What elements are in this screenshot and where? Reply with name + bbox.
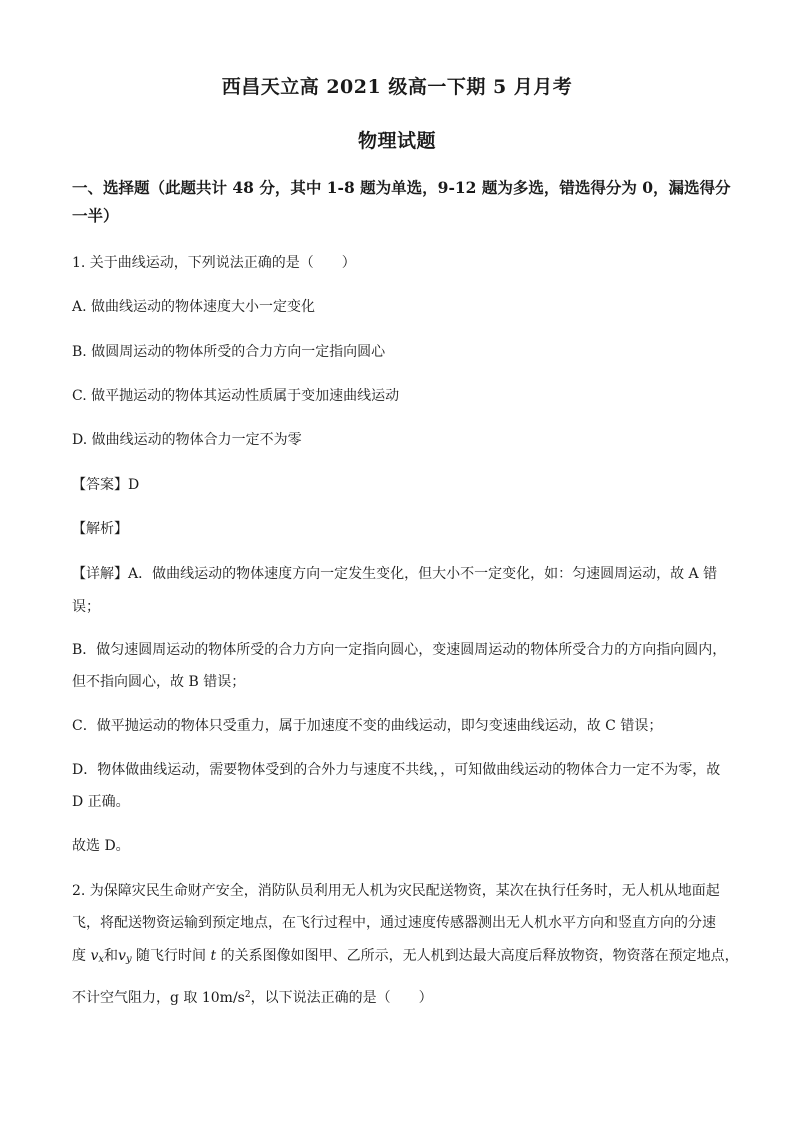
question-1-answer: 【答案】D <box>72 477 140 493</box>
text-fragment: ，以下说法正确的是（ ） <box>250 990 433 1006</box>
question-1-conclusion: 故选 D。 <box>72 838 130 854</box>
section-heading-line-1: 一、选择题（此题共计 48 分，其中 1-8 题为单选，9-12 题为多选，错选得分为 0，漏选得分 <box>72 178 731 197</box>
question-1-option-a: A. 做曲线运动的物体速度大小一定变化 <box>72 299 316 315</box>
text-fragment: 随飞行时间 <box>131 948 211 964</box>
velocity-symbol: v <box>118 948 126 964</box>
detail-line: B．做匀速圆周运动的物体所受的合力方向一定指向圆心，变速圆周运动的物体所受合力的方向指向圆内， <box>72 642 727 658</box>
superscript-2: 2 <box>244 990 251 1000</box>
subscript-x: x <box>98 954 105 965</box>
text-fragment: 的关系图像如图甲、乙所示，无人机到达最大高度后释放物资，物资落在预定地点， <box>216 948 739 964</box>
detail-line: 但不指向圆心，故 B 错误； <box>72 674 246 690</box>
detail-line: D 正确。 <box>72 794 130 810</box>
question-2-line-1: 2. 为保障灾民生命财产安全，消防队员利用无人机为灾民配送物资，某次在执行任务时，无人机从地面起 <box>72 883 720 899</box>
question-1-analysis-label: 【解析】 <box>72 521 128 537</box>
text-fragment: 和 <box>104 948 119 964</box>
velocity-symbol: v <box>90 948 99 964</box>
page-title: 西昌天立高 2021 级高一下期 5 月月考 <box>221 76 573 98</box>
question-2-line-4 <box>72 985 732 1008</box>
question-1-stem: 1. 关于曲线运动，下列说法正确的是（ ） <box>72 255 356 271</box>
question-1-option-b: B. 做圆周运动的物体所受的合力方向一定指向圆心 <box>72 344 386 360</box>
detail-line: C．做平抛运动的物体只受重力，属于加速度不变的曲线运动，即匀变速曲线运动，故 C 错误； <box>72 718 663 734</box>
question-1-option-c: C. 做平抛运动的物体其运动性质属于变加速曲线运动 <box>72 388 400 404</box>
text-fragment: 度 <box>72 948 91 964</box>
detail-line: D．物体做曲线运动，需要物体受到的合外力与速度不共线，，可知做曲线运动的物体合力一定不为零，故 <box>72 762 721 778</box>
detail-line: 【详解】A．做曲线运动的物体速度方向一定发生变化，但大小不一定变化，如：匀速圆周运动，故 A 错 <box>72 566 718 582</box>
time-symbol: t <box>210 948 217 964</box>
text-fragment: 不计空气阻力，g 取 10m/s <box>72 990 245 1006</box>
question-2-line-2: 飞，将配送物资运输到预定地点，在飞行过程中，通过速度传感器测出无人机水平方向和竖直方向的分速 <box>72 915 716 931</box>
section-heading-line-2: 一半） <box>72 206 119 225</box>
subscript-y: y <box>125 954 132 965</box>
detail-line: 误； <box>72 599 100 615</box>
question-2-line-3 <box>72 946 739 970</box>
question-1-option-d: D. 做曲线运动的物体合力一定不为零 <box>72 432 302 448</box>
page-subtitle: 物理试题 <box>357 130 436 152</box>
